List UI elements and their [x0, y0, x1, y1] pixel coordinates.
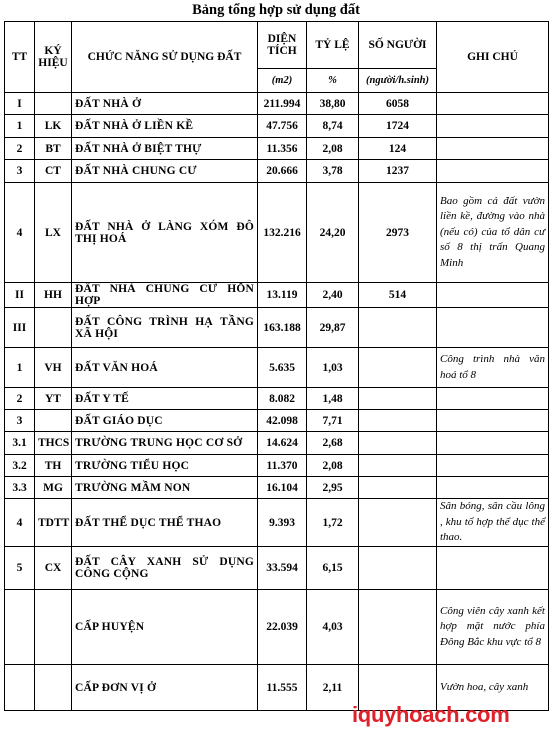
row-tt: 1 — [5, 115, 35, 138]
row-so-nguoi — [359, 499, 437, 547]
table-row — [5, 547, 549, 590]
row-chuc-nang: ĐẤT CÂY XANH SỬ DỤNG CÔNG CỘNG — [72, 547, 258, 590]
row-ghi-chu — [437, 410, 549, 432]
header-ky-hieu: KÝ HIỆU — [35, 22, 72, 93]
table-row — [5, 455, 549, 477]
row-ty-le: 2,95 — [307, 477, 359, 499]
row-tt: 3.3 — [5, 477, 35, 499]
row-ky-hieu: CT — [35, 160, 72, 183]
row-ty-le: 24,20 — [307, 183, 359, 283]
row-ky-hieu: CX — [35, 547, 72, 590]
row-tt: 3.2 — [5, 455, 35, 477]
row-ty-le: 6,15 — [307, 547, 359, 590]
row-chuc-nang: TRƯỜNG TRUNG HỌC CƠ SỞ — [72, 432, 258, 455]
row-ky-hieu — [35, 308, 72, 348]
row-chuc-nang: ĐẤT NHÀ Ở LÀNG XÓM ĐÔ THỊ HOÁ — [72, 183, 258, 283]
row-so-nguoi: 124 — [359, 138, 437, 160]
row-ghi-chu: Công trình nhà văn hoá tổ 8 — [437, 348, 549, 388]
row-dien-tich: 132.216 — [258, 183, 307, 283]
row-ghi-chu — [437, 477, 549, 499]
row-ky-hieu: TDTT — [35, 499, 72, 547]
row-dien-tich: 9.393 — [258, 499, 307, 547]
table-row — [5, 432, 549, 455]
row-dien-tich: 14.624 — [258, 432, 307, 455]
row-chuc-nang: ĐẤT GIÁO DỤC — [72, 410, 258, 432]
row-so-nguoi — [359, 348, 437, 388]
row-tt: 2 — [5, 138, 35, 160]
row-so-nguoi: 2973 — [359, 183, 437, 283]
row-ghi-chu — [437, 388, 549, 410]
row-ghi-chu — [437, 283, 549, 308]
row-ky-hieu — [35, 665, 72, 711]
row-chuc-nang: CẤP HUYỆN — [72, 590, 258, 665]
row-ghi-chu — [437, 455, 549, 477]
row-so-nguoi — [359, 477, 437, 499]
row-so-nguoi: 1237 — [359, 160, 437, 183]
row-tt: 3 — [5, 410, 35, 432]
row-ty-le: 38,80 — [307, 93, 359, 115]
row-ty-le: 1,48 — [307, 388, 359, 410]
row-ghi-chu: Bao gồm cả đất vườn liền kề, đường vào nhà (nếu có) của tổ dân cư số 8 thị trấn Quang Minh — [437, 183, 549, 283]
row-ghi-chu — [437, 160, 549, 183]
row-ty-le: 4,03 — [307, 590, 359, 665]
table-row — [5, 115, 549, 138]
row-tt: 3.1 — [5, 432, 35, 455]
row-so-nguoi — [359, 308, 437, 348]
header-so-nguoi: SỐ NGƯỜI — [359, 22, 437, 69]
row-dien-tich: 33.594 — [258, 547, 307, 590]
row-so-nguoi: 6058 — [359, 93, 437, 115]
row-chuc-nang: ĐẤT NHÀ Ở BIỆT THỰ — [72, 138, 258, 160]
row-ky-hieu: BT — [35, 138, 72, 160]
row-ky-hieu: MG — [35, 477, 72, 499]
row-tt: 2 — [5, 388, 35, 410]
table-title: Bảng tổng hợp sử dụng đất — [192, 2, 360, 18]
row-tt — [5, 590, 35, 665]
row-ghi-chu — [437, 138, 549, 160]
row-ky-hieu — [35, 93, 72, 115]
row-tt: 5 — [5, 547, 35, 590]
row-dien-tich: 47.756 — [258, 115, 307, 138]
watermark-logo: iquyhoach.com — [352, 702, 510, 727]
table-row — [5, 283, 549, 308]
row-tt: III — [5, 308, 35, 348]
row-chuc-nang: CẤP ĐƠN VỊ Ở — [72, 665, 258, 711]
row-chuc-nang: TRƯỜNG MẦM NON — [72, 477, 258, 499]
row-ky-hieu — [35, 410, 72, 432]
row-dien-tich: 5.635 — [258, 348, 307, 388]
row-ghi-chu: Công viên cây xanh kết hợp mặt nước phía Đông Bắc khu vực tổ 8 — [437, 590, 549, 665]
row-ghi-chu — [437, 93, 549, 115]
row-chuc-nang: ĐẤT CÔNG TRÌNH HẠ TẦNG XÃ HỘI — [72, 308, 258, 348]
row-so-nguoi — [359, 410, 437, 432]
row-ghi-chu — [437, 547, 549, 590]
row-tt: 1 — [5, 348, 35, 388]
row-ty-le: 2,40 — [307, 283, 359, 308]
row-dien-tich: 20.666 — [258, 160, 307, 183]
table-row — [5, 308, 549, 348]
row-ghi-chu: Vườn hoa, cây xanh — [437, 665, 549, 711]
row-tt: II — [5, 283, 35, 308]
table-row — [5, 183, 549, 283]
table-row — [5, 138, 549, 160]
table-row — [5, 499, 549, 547]
row-ghi-chu — [437, 432, 549, 455]
row-ky-hieu: LK — [35, 115, 72, 138]
row-ty-le: 3,78 — [307, 160, 359, 183]
header-ghi-chu: GHI CHÚ — [437, 22, 549, 93]
row-dien-tich: 13.119 — [258, 283, 307, 308]
header-dien-tich: DIỆN TÍCH — [258, 22, 307, 69]
header-ty-le: TỶ LỆ — [307, 22, 359, 69]
row-tt: 4 — [5, 183, 35, 283]
row-ty-le: 2,68 — [307, 432, 359, 455]
row-so-nguoi — [359, 432, 437, 455]
row-chuc-nang: ĐẤT THỂ DỤC THỂ THAO — [72, 499, 258, 547]
row-ty-le: 2,11 — [307, 665, 359, 711]
row-ty-le: 1,03 — [307, 348, 359, 388]
row-so-nguoi — [359, 590, 437, 665]
row-chuc-nang: ĐẤT NHÀ Ở LIỀN KỀ — [72, 115, 258, 138]
row-tt: 4 — [5, 499, 35, 547]
row-chuc-nang: TRƯỜNG TIỂU HỌC — [72, 455, 258, 477]
row-dien-tich: 163.188 — [258, 308, 307, 348]
row-dien-tich: 211.994 — [258, 93, 307, 115]
row-so-nguoi — [359, 547, 437, 590]
row-dien-tich: 42.098 — [258, 410, 307, 432]
header-so-nguoi-unit: (người/h.sinh) — [359, 69, 437, 93]
row-ky-hieu — [35, 590, 72, 665]
row-ty-le: 8,74 — [307, 115, 359, 138]
row-ky-hieu: TH — [35, 455, 72, 477]
row-ky-hieu: VH — [35, 348, 72, 388]
land-use-table — [4, 21, 549, 711]
row-chuc-nang: ĐẤT NHÀ CHUNG CƯ — [72, 160, 258, 183]
header-chuc-nang: CHỨC NĂNG SỬ DỤNG ĐẤT — [72, 22, 258, 93]
header-tt: TT — [5, 22, 35, 93]
table-row — [5, 410, 549, 432]
row-ky-hieu: THCS — [35, 432, 72, 455]
row-tt — [5, 665, 35, 711]
row-chuc-nang: ĐẤT NHÀ CHUNG CƯ HỖN HỢP — [72, 283, 258, 308]
row-so-nguoi — [359, 455, 437, 477]
row-ty-le: 2,08 — [307, 455, 359, 477]
row-ty-le: 2,08 — [307, 138, 359, 160]
table-row — [5, 388, 549, 410]
table-row — [5, 590, 549, 665]
row-ty-le: 7,71 — [307, 410, 359, 432]
row-chuc-nang: ĐẤT Y TẾ — [72, 388, 258, 410]
row-dien-tich: 11.555 — [258, 665, 307, 711]
row-tt: I — [5, 93, 35, 115]
header-dien-tich-unit: (m2) — [258, 69, 307, 93]
row-tt: 3 — [5, 160, 35, 183]
row-so-nguoi: 1724 — [359, 115, 437, 138]
row-ty-le: 1,72 — [307, 499, 359, 547]
table-row — [5, 93, 549, 115]
row-ky-hieu: HH — [35, 283, 72, 308]
row-dien-tich: 11.356 — [258, 138, 307, 160]
row-ghi-chu: Sân bóng, sân cầu lông , khu tổ hợp thể dục thể thao. — [437, 499, 549, 547]
row-dien-tich: 8.082 — [258, 388, 307, 410]
row-ky-hieu: YT — [35, 388, 72, 410]
row-ghi-chu — [437, 308, 549, 348]
header-ty-le-unit: % — [307, 69, 359, 93]
table-row — [5, 160, 549, 183]
row-ty-le: 29,87 — [307, 308, 359, 348]
row-dien-tich: 11.370 — [258, 455, 307, 477]
row-chuc-nang: ĐẤT VĂN HOÁ — [72, 348, 258, 388]
row-dien-tich: 16.104 — [258, 477, 307, 499]
table-row — [5, 477, 549, 499]
row-ghi-chu — [437, 115, 549, 138]
row-dien-tich: 22.039 — [258, 590, 307, 665]
row-so-nguoi — [359, 388, 437, 410]
table-row — [5, 348, 549, 388]
row-so-nguoi: 514 — [359, 283, 437, 308]
row-ky-hieu: LX — [35, 183, 72, 283]
row-chuc-nang: ĐẤT NHÀ Ở — [72, 93, 258, 115]
